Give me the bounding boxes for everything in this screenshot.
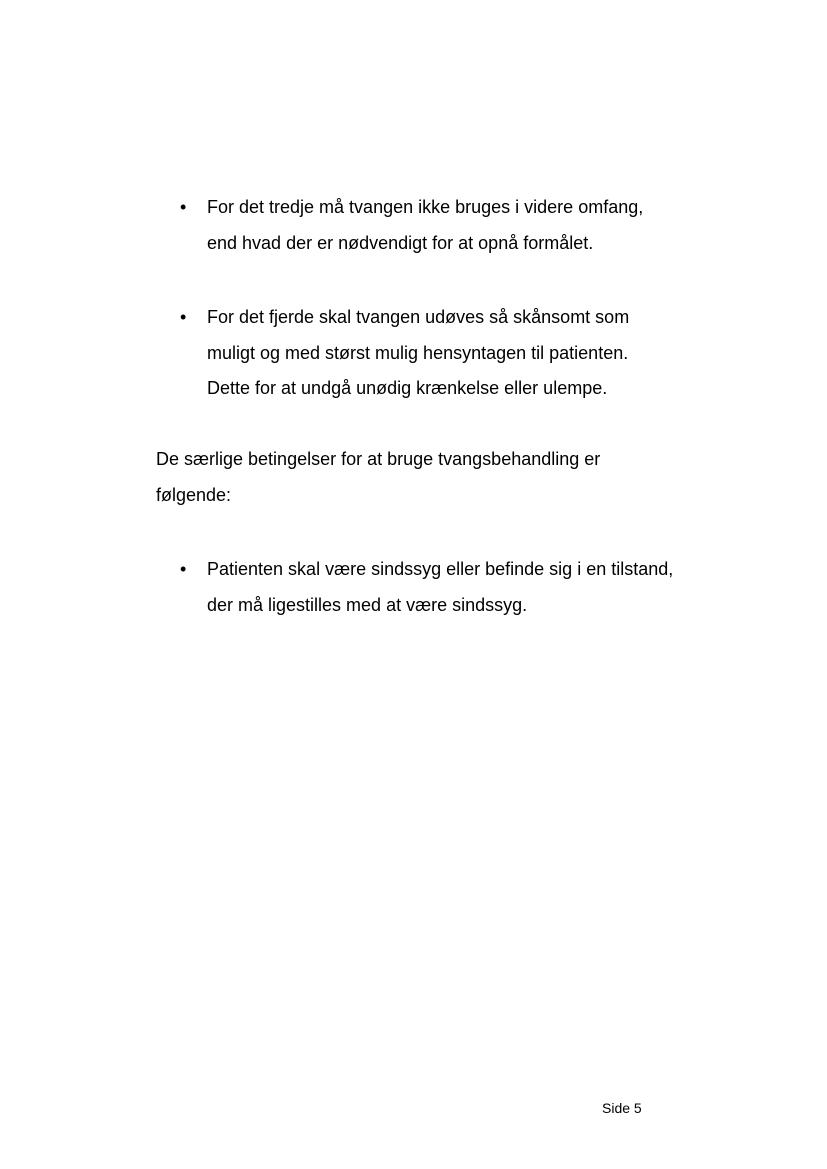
bullet-text (207, 190, 643, 261)
bullet-item-tredje (180, 190, 643, 261)
text-line: For det fjerde skal tvangen udøves så skånsomt som (207, 307, 630, 327)
text-line: Dette for at undgå unødig krænkelse eller ulempe. (207, 378, 608, 398)
text-line: Patienten skal være sindssyg eller befinde sig i en tilstand, (207, 559, 674, 579)
bullet-icon: • (180, 197, 187, 217)
bullet-item-patienten (180, 552, 673, 623)
bullet-text (207, 552, 673, 623)
text-line: end hvad der er nødvendigt for at opnå formålet. (207, 232, 594, 253)
bullet-item-fjerde (180, 300, 629, 407)
text-line: muligt og med størst mulig hensyntagen til patienten. (207, 342, 629, 363)
bullet-icon: • (180, 559, 187, 579)
bullet-icon: • (180, 307, 187, 327)
text-line: For det tredje må tvangen ikke bruges i videre omfang, (207, 197, 644, 217)
bullet-text (207, 300, 629, 407)
text-line: der må ligestilles med at være sindssyg. (207, 594, 528, 615)
page-number: Side 5 (602, 1100, 642, 1116)
paragraph-betingelser (156, 442, 600, 513)
text-line: følgende: (156, 484, 232, 505)
text-line: De særlige betingelser for at bruge tvangsbehandling er (156, 449, 601, 469)
